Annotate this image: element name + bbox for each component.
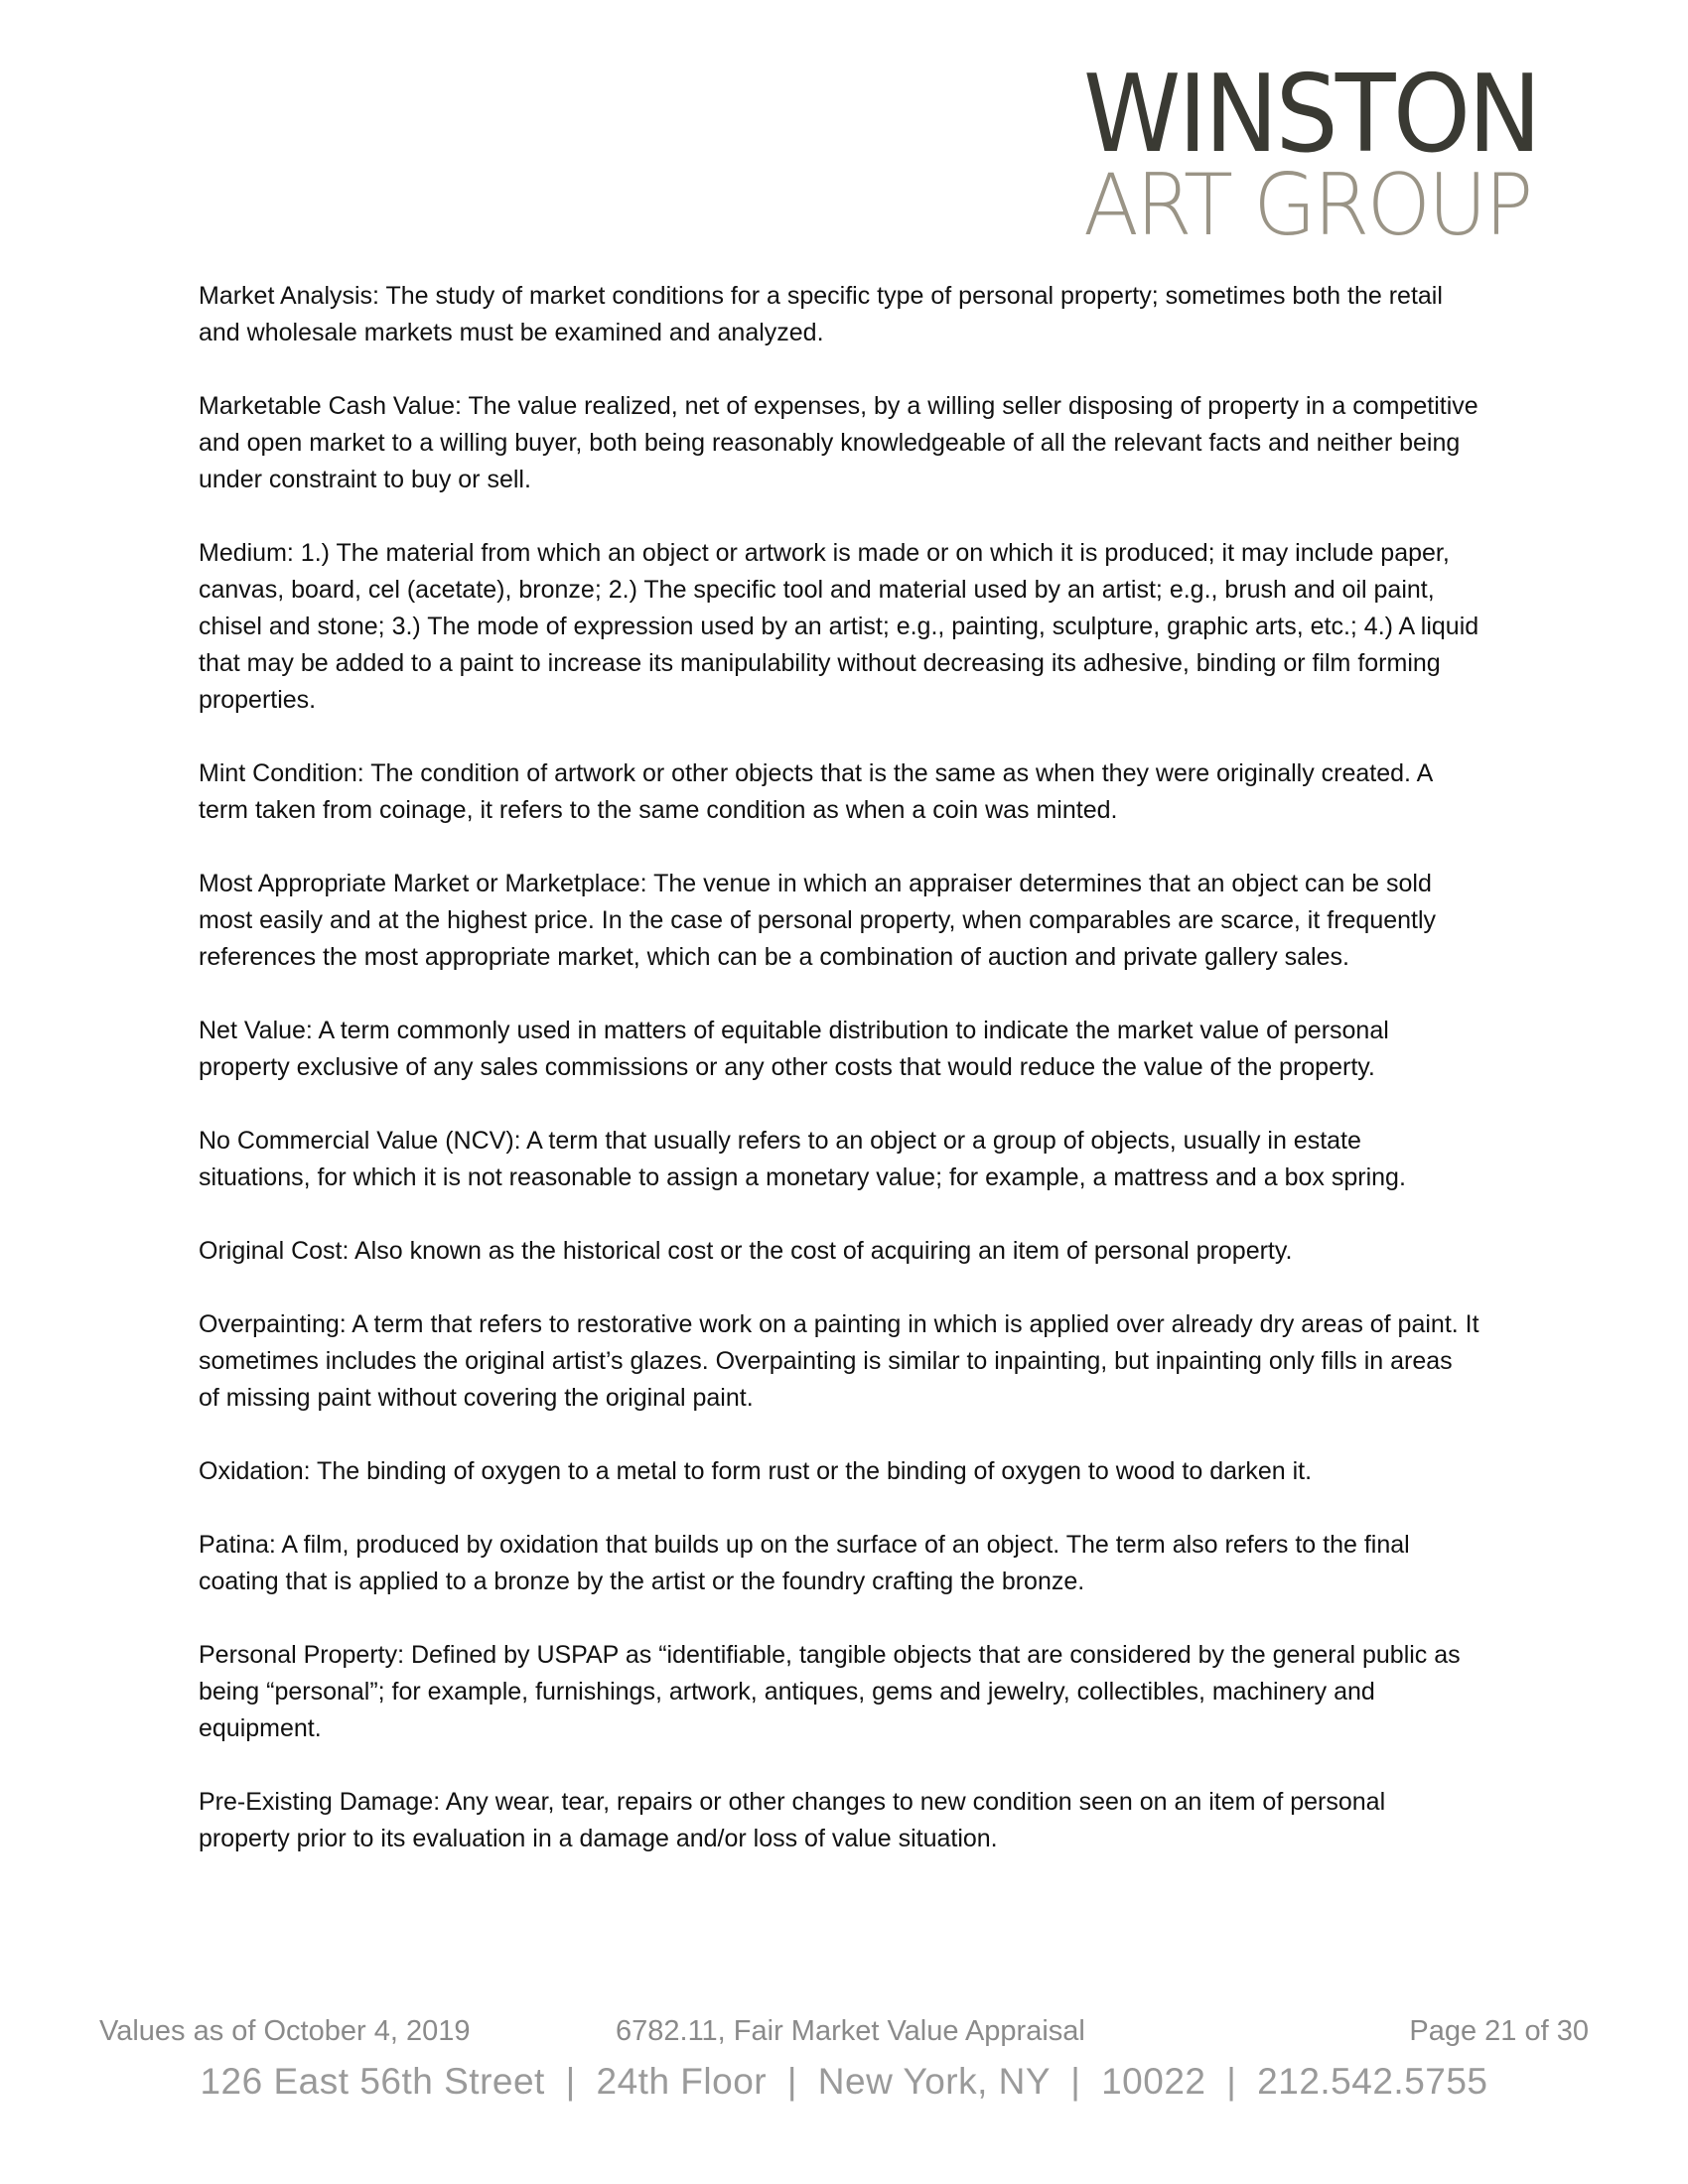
glossary-entry-marketable-cash-value: Marketable Cash Value: The value realized, net of expenses, by a willing seller disposing of property in a competitive and open market to a willing buyer, both being reasonably knowledgeable of all the relevant facts and neither being under constraint to buy or sell. bbox=[199, 392, 1478, 493]
footer-values-date: Values as of October 4, 2019 bbox=[99, 2015, 471, 2047]
glossary-entry-medium: Medium: 1.) The material from which an object or artwork is made or on which it is produced; it may include paper, canvas, board, cel (acetate), bronze; 2.) The specific tool and material used by an artist; e.g., brush and oil paint, chisel and stone; 3.) The mode of expression used by an artist; e.g., painting, sculpture, graphic arts, etc.; 4.) A liquid that may be added to a paint to increase its manipulability without decreasing its adhesive, binding or film forming properties. bbox=[199, 539, 1479, 714]
glossary-entry-pre-existing-damage: Pre-Existing Damage: Any wear, tear, repairs or other changes to new condition seen on an item of personal property prior to its evaluation in a damage and/or loss of value situation. bbox=[199, 1788, 1386, 1852]
footer-floor: 24th Floor bbox=[596, 2061, 768, 2102]
footer-meta-row bbox=[99, 2015, 1589, 2055]
footer-street: 126 East 56th Street bbox=[200, 2061, 545, 2102]
footer-zip: 10022 bbox=[1101, 2061, 1206, 2102]
logo-line-art-group: ART GROUP bbox=[1083, 156, 1531, 255]
glossary-entry-mint-condition: Mint Condition: The condition of artwork or other objects that is the same as when they were originally created. A term taken from coinage, it refers to the same condition as when a coin was minted. bbox=[199, 759, 1432, 824]
page-footer bbox=[99, 2015, 1589, 2103]
glossary-entry-overpainting: Overpainting: A term that refers to restorative work on a painting in which is applied over already dry areas of paint. It sometimes includes the original artist’s glazes. Overpainting is similar to inpainting, but inpainting only fills in areas of missing paint without covering the original paint. bbox=[199, 1310, 1479, 1412]
footer-separator: | bbox=[565, 2061, 576, 2102]
footer-appraisal-reference: 6782.11, Fair Market Value Appraisal bbox=[616, 2015, 1085, 2047]
footer-city: New York, NY bbox=[817, 2061, 1051, 2102]
glossary-entry-market-analysis: Market Analysis: The study of market conditions for a specific type of personal property; sometimes both the retail and wholesale markets must be examined and analyzed. bbox=[199, 282, 1443, 346]
glossary-entry-most-appropriate-market: Most Appropriate Market or Marketplace: The venue in which an appraiser determines that an object can be sold most easily and at the highest price. In the case of personal property, when comparables are scarce, it frequently references the most appropriate market, which can be a combination of auction and private gallery sales. bbox=[199, 870, 1437, 971]
glossary-body bbox=[199, 278, 1479, 1894]
footer-separator: | bbox=[1226, 2061, 1237, 2102]
glossary-entry-oxidation: Oxidation: The binding of oxygen to a metal to form rust or the binding of oxygen to wood to darken it. bbox=[199, 1457, 1313, 1485]
glossary-entry-net-value: Net Value: A term commonly used in matters of equitable distribution to indicate the market value of personal property exclusive of any sales commissions or any other costs that would reduce the value of the property. bbox=[199, 1017, 1389, 1081]
footer-separator: | bbox=[786, 2061, 798, 2102]
glossary-entry-no-commercial-value: No Commercial Value (NCV): A term that usually refers to an object or a group of objects, usually in estate situations, for which it is not reasonable to assign a monetary value; for example, a mattress and a box spring. bbox=[199, 1127, 1406, 1191]
glossary-entry-personal-property: Personal Property: Defined by USPAP as “identifiable, tangible objects that are considered by the general public as being “personal”; for example, furnishings, artwork, antiques, gems and jewelry, collectibles, machinery and equipment. bbox=[199, 1641, 1461, 1742]
footer-separator: | bbox=[1070, 2061, 1081, 2102]
footer-address-row bbox=[99, 2061, 1589, 2103]
footer-page-number: Page 21 of 30 bbox=[1409, 2015, 1589, 2047]
winston-art-group-logo bbox=[1083, 53, 1579, 255]
glossary-entry-original-cost: Original Cost: Also known as the historical cost or the cost of acquiring an item of personal property. bbox=[199, 1237, 1293, 1265]
footer-phone: 212.542.5755 bbox=[1257, 2061, 1488, 2102]
logo-line-winston: WINSTON bbox=[1083, 53, 1540, 177]
glossary-entry-patina: Patina: A film, produced by oxidation that builds up on the surface of an object. The term also refers to the final coating that is applied to a bronze by the artist or the foundry crafting the bronze. bbox=[199, 1531, 1410, 1595]
